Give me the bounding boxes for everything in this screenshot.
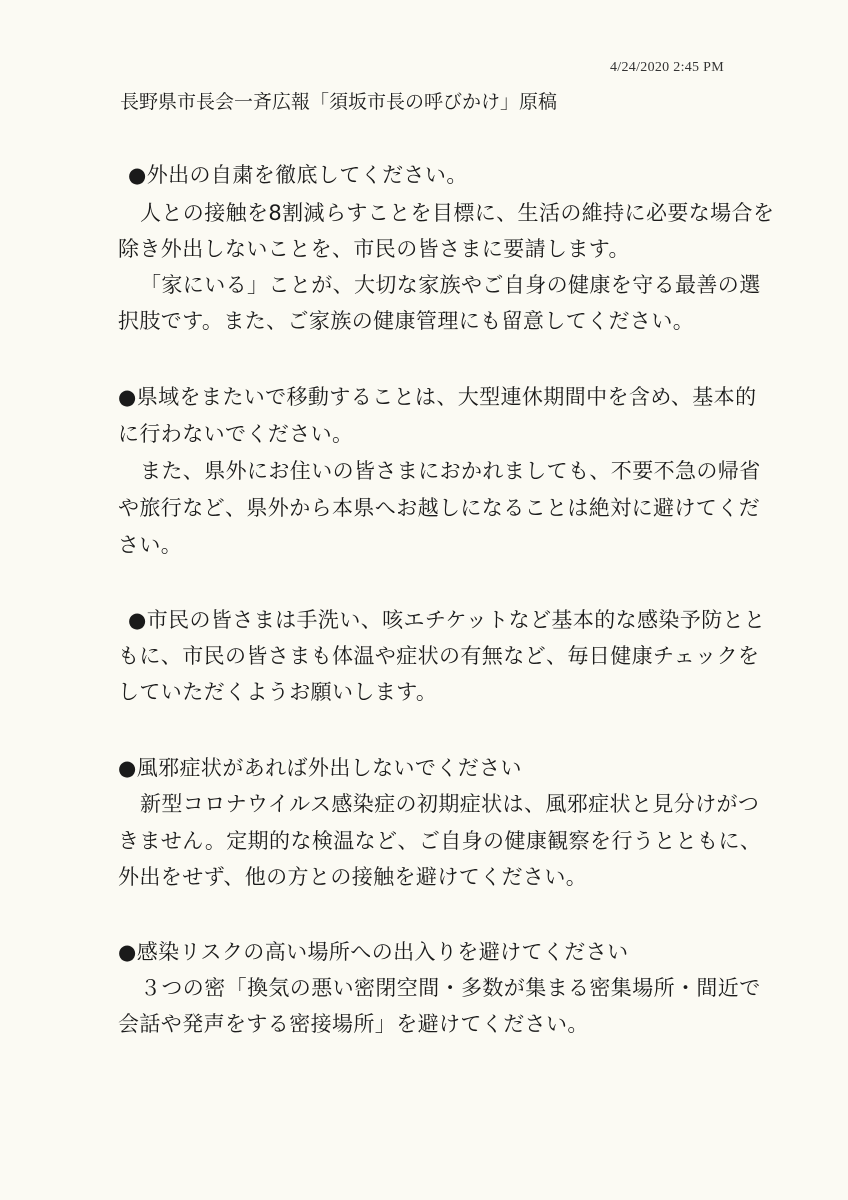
section-1-paragraph-line: 除き外出しないことを、市民の皆さまに要請します。	[118, 237, 630, 261]
section-1-paragraph-line: 「家にいる」ことが、大切な家族やご自身の健康を守る最善の選	[140, 273, 761, 297]
section-1-heading: ●外出の自粛を徹底してください。	[128, 163, 468, 187]
section-2-paragraph-line: さい。	[118, 533, 183, 557]
section-1-paragraph-line: 人との接触を8割減らすことを目標に、生活の維持に必要な場合を	[140, 201, 775, 225]
section-3-heading: ●市民の皆さまは手洗い、咳エチケットなど基本的な感染予防とと	[128, 608, 766, 632]
section-2-paragraph-line: また、県外にお住いの皆さまにおかれましても、不要不急の帰省	[140, 459, 761, 483]
section-2-paragraph-line: に行わないでください。	[118, 422, 354, 446]
section-4-paragraph-line: 外出をせず、他の方との接触を避けてください。	[118, 865, 588, 889]
section-2-paragraph-line: や旅行など、県外から本県へお越しになることは絶対に避けてくだ	[118, 496, 760, 520]
document-title: 長野県市長会一斉広報「須坂市長の呼びかけ」原稿	[120, 91, 558, 113]
section-4-heading: ●風邪症状があれば外出しないでください	[118, 756, 522, 780]
section-5-paragraph-line: ３つの密「換気の悪い密閉空間・多数が集まる密集場所・間近で	[140, 976, 761, 1000]
section-3-paragraph-line: していただくようお願いします。	[118, 680, 438, 704]
section-3-paragraph-line: もに、市民の皆さまも体温や症状の有無など、毎日健康チェックを	[118, 644, 760, 668]
section-1-paragraph-line: 択肢です。また、ご家族の健康管理にも留意してください。	[118, 309, 695, 333]
section-2-heading: ●県域をまたいで移動することは、大型連休期間中を含め、基本的	[118, 385, 757, 409]
section-4-paragraph-line: 新型コロナウイルス感染症の初期症状は、風邪症状と見分けがつ	[140, 792, 760, 816]
print-timestamp: 4/24/2020 2:45 PM	[609, 60, 724, 75]
section-5-heading: ●感染リスクの高い場所への出入りを避けてください	[118, 940, 629, 964]
section-4-paragraph-line: きません。定期的な検温など、ご自身の健康観察を行うとともに、	[118, 829, 762, 853]
section-5-paragraph-line: 会話や発声をする密接場所」を避けてください。	[118, 1012, 589, 1036]
